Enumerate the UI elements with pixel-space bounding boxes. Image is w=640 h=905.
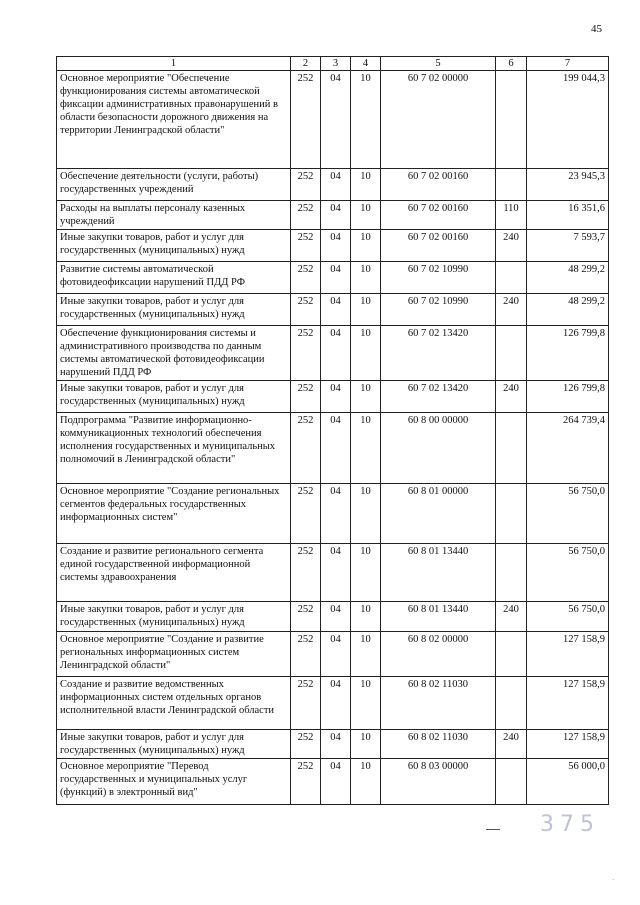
row-subsection-cell: 10 (351, 294, 381, 326)
row-expense-type-cell (496, 262, 527, 294)
row-code-cell: 252 (291, 413, 321, 484)
table-row (57, 169, 609, 201)
row-name-cell: Подпрограмма "Развитие информационно-коммуникационных технологий обеспечения исполнения государственных и муниципальных полномочий в Ленинградской области" (57, 413, 291, 484)
row-name-cell: Иные закупки товаров, работ и услуг для государственных (муниципальных) нужд (57, 381, 291, 413)
row-target-code-cell: 60 8 01 13440 (381, 544, 496, 602)
row-section-cell: 04 (321, 632, 351, 677)
corner-mark: · (612, 876, 615, 884)
row-name-cell: Обеспечение деятельности (услуги, работы) государственных учреждений (57, 169, 291, 201)
row-amount-cell: 7 593,7 (527, 230, 609, 262)
row-code-cell: 252 (291, 759, 321, 805)
table-row (57, 262, 609, 294)
page-number: 45 (591, 23, 602, 35)
table-row (57, 294, 609, 326)
table-row (57, 381, 609, 413)
row-expense-type-cell (496, 484, 527, 544)
row-name-cell: Иные закупки товаров, работ и услуг для государственных (муниципальных) нужд (57, 730, 291, 759)
row-expense-type-cell (496, 632, 527, 677)
row-target-code-cell: 60 8 02 11030 (381, 677, 496, 730)
row-name-cell: Иные закупки товаров, работ и услуг для государственных (муниципальных) нужд (57, 230, 291, 262)
row-target-code-cell: 60 7 02 00160 (381, 230, 496, 262)
row-expense-type-cell: 240 (496, 294, 527, 326)
row-amount-cell: 56 750,0 (527, 602, 609, 632)
row-name-cell: Основное мероприятие "Перевод государственных и муниципальных услуг (функций) в электронный вид" (57, 759, 291, 805)
row-amount-cell: 127 158,9 (527, 632, 609, 677)
row-target-code-cell: 60 7 02 10990 (381, 262, 496, 294)
column-header: 1 (57, 57, 291, 71)
row-section-cell: 04 (321, 602, 351, 632)
row-code-cell: 252 (291, 730, 321, 759)
row-subsection-cell: 10 (351, 602, 381, 632)
row-target-code-cell: 60 7 02 00000 (381, 71, 496, 169)
row-expense-type-cell: 240 (496, 230, 527, 262)
row-target-code-cell: 60 8 01 13440 (381, 602, 496, 632)
row-code-cell: 252 (291, 544, 321, 602)
row-expense-type-cell: 240 (496, 602, 527, 632)
row-code-cell: 252 (291, 294, 321, 326)
row-amount-cell: 127 158,9 (527, 677, 609, 730)
row-target-code-cell: 60 7 02 13420 (381, 326, 496, 381)
row-expense-type-cell (496, 677, 527, 730)
row-subsection-cell: 10 (351, 381, 381, 413)
row-section-cell: 04 (321, 169, 351, 201)
row-amount-cell: 48 299,2 (527, 294, 609, 326)
row-name-cell: Создание и развитие ведомственных информационных систем отдельных органов исполнительной власти Ленинградской области (57, 677, 291, 730)
row-code-cell: 252 (291, 201, 321, 230)
row-amount-cell: 199 044,3 (527, 71, 609, 169)
row-amount-cell: 56 750,0 (527, 484, 609, 544)
table-row (57, 677, 609, 730)
row-subsection-cell: 10 (351, 169, 381, 201)
row-subsection-cell: 10 (351, 201, 381, 230)
row-section-cell: 04 (321, 71, 351, 169)
row-subsection-cell: 10 (351, 230, 381, 262)
row-name-cell: Иные закупки товаров, работ и услуг для государственных (муниципальных) нужд (57, 294, 291, 326)
row-amount-cell: 126 799,8 (527, 326, 609, 381)
table-row (57, 71, 609, 169)
table-row (57, 730, 609, 759)
row-name-cell: Создание и развитие регионального сегмента единой государственной информационной системы здравоохранения (57, 544, 291, 602)
table-row (57, 484, 609, 544)
column-header: 2 (291, 57, 321, 71)
row-code-cell: 252 (291, 230, 321, 262)
row-name-cell: Иные закупки товаров, работ и услуг для государственных (муниципальных) нужд (57, 602, 291, 632)
row-section-cell: 04 (321, 201, 351, 230)
column-header: 3 (321, 57, 351, 71)
row-target-code-cell: 60 7 02 00160 (381, 169, 496, 201)
row-subsection-cell: 10 (351, 730, 381, 759)
row-name-cell: Основное мероприятие "Обеспечение функционирования системы автоматической фиксации административных правонарушений в области безопасности дорожного движения на территории Ленинградской области" (57, 71, 291, 169)
row-amount-cell: 16 351,6 (527, 201, 609, 230)
row-section-cell: 04 (321, 677, 351, 730)
row-amount-cell: 126 799,8 (527, 381, 609, 413)
row-expense-type-cell (496, 544, 527, 602)
row-code-cell: 252 (291, 262, 321, 294)
row-subsection-cell: 10 (351, 544, 381, 602)
column-header: 4 (351, 57, 381, 71)
row-subsection-cell: 10 (351, 262, 381, 294)
row-code-cell: 252 (291, 169, 321, 201)
table-row (57, 326, 609, 381)
row-amount-cell: 48 299,2 (527, 262, 609, 294)
row-amount-cell: 23 945,3 (527, 169, 609, 201)
row-subsection-cell: 10 (351, 677, 381, 730)
row-section-cell: 04 (321, 230, 351, 262)
row-code-cell: 252 (291, 484, 321, 544)
row-code-cell: 252 (291, 71, 321, 169)
row-expense-type-cell: 240 (496, 730, 527, 759)
row-expense-type-cell (496, 759, 527, 805)
row-section-cell: 04 (321, 544, 351, 602)
stamp-number: 375 (540, 812, 600, 837)
row-code-cell: 252 (291, 632, 321, 677)
row-target-code-cell: 60 8 02 11030 (381, 730, 496, 759)
row-target-code-cell: 60 7 02 13420 (381, 381, 496, 413)
row-section-cell: 04 (321, 484, 351, 544)
row-target-code-cell: 60 8 03 00000 (381, 759, 496, 805)
row-expense-type-cell: 240 (496, 381, 527, 413)
column-header: 5 (381, 57, 496, 71)
table-row (57, 413, 609, 484)
row-target-code-cell: 60 7 02 00160 (381, 201, 496, 230)
row-section-cell: 04 (321, 413, 351, 484)
row-expense-type-cell: 110 (496, 201, 527, 230)
table-row (57, 201, 609, 230)
table-row (57, 544, 609, 602)
row-section-cell: 04 (321, 326, 351, 381)
row-code-cell: 252 (291, 326, 321, 381)
row-subsection-cell: 10 (351, 484, 381, 544)
row-amount-cell: 127 158,9 (527, 730, 609, 759)
row-subsection-cell: 10 (351, 632, 381, 677)
stamp-dash (486, 829, 500, 830)
row-code-cell: 252 (291, 602, 321, 632)
row-target-code-cell: 60 8 00 00000 (381, 413, 496, 484)
row-section-cell: 04 (321, 294, 351, 326)
table-row (57, 759, 609, 805)
row-amount-cell: 56 000,0 (527, 759, 609, 805)
row-amount-cell: 56 750,0 (527, 544, 609, 602)
row-name-cell: Расходы на выплаты персоналу казенных учреждений (57, 201, 291, 230)
row-section-cell: 04 (321, 381, 351, 413)
row-subsection-cell: 10 (351, 413, 381, 484)
table-row (57, 602, 609, 632)
row-name-cell: Обеспечение функционирования системы и административного производства по данным системы автоматической фотовидеофиксации нарушений ПДД РФ (57, 326, 291, 381)
row-subsection-cell: 10 (351, 71, 381, 169)
row-amount-cell: 264 739,4 (527, 413, 609, 484)
row-section-cell: 04 (321, 759, 351, 805)
table-row (57, 230, 609, 262)
column-header: 6 (496, 57, 527, 71)
row-expense-type-cell (496, 326, 527, 381)
budget-table (56, 56, 609, 805)
row-section-cell: 04 (321, 262, 351, 294)
row-expense-type-cell (496, 413, 527, 484)
row-target-code-cell: 60 8 01 00000 (381, 484, 496, 544)
row-target-code-cell: 60 7 02 10990 (381, 294, 496, 326)
row-name-cell: Основное мероприятие "Создание и развитие региональных информационных систем Ленинградской области" (57, 632, 291, 677)
row-subsection-cell: 10 (351, 326, 381, 381)
row-expense-type-cell (496, 169, 527, 201)
row-expense-type-cell (496, 71, 527, 169)
row-section-cell: 04 (321, 730, 351, 759)
row-code-cell: 252 (291, 381, 321, 413)
row-name-cell: Основное мероприятие "Создание региональных сегментов федеральных государственных информационных систем" (57, 484, 291, 544)
table-row (57, 632, 609, 677)
row-subsection-cell: 10 (351, 759, 381, 805)
column-header: 7 (527, 57, 609, 71)
row-code-cell: 252 (291, 677, 321, 730)
table-header-row (57, 57, 609, 71)
table-body (57, 71, 609, 805)
row-target-code-cell: 60 8 02 00000 (381, 632, 496, 677)
row-name-cell: Развитие системы автоматической фотовидеофиксации нарушений ПДД РФ (57, 262, 291, 294)
